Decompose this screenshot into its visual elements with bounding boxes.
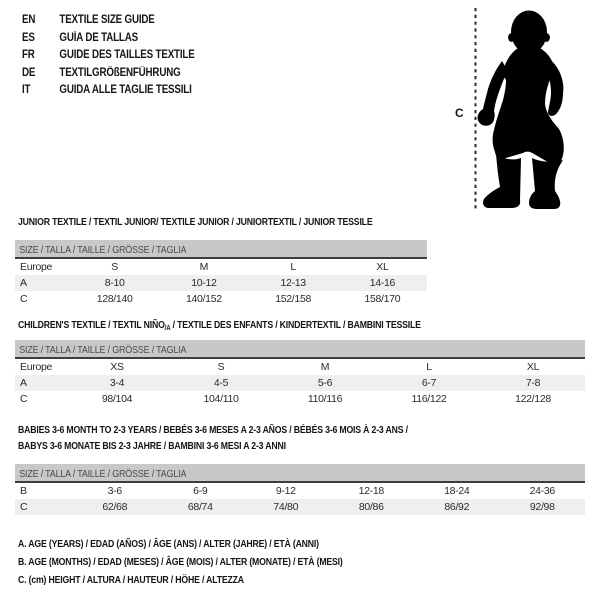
table-cell: 74/80 [273, 501, 299, 513]
row-label: C [20, 393, 28, 405]
table-cell: 3-4 [109, 377, 125, 389]
table-cell: 86/92 [444, 501, 470, 513]
table-cell: 80/86 [358, 501, 384, 513]
table-cell: 98/104 [101, 393, 133, 405]
table-header-band [15, 240, 427, 257]
lang-row-fr [22, 47, 195, 65]
table-cell: L [426, 361, 432, 373]
table-cell: 152/158 [275, 293, 312, 305]
table-row [15, 291, 427, 307]
table-row [15, 275, 427, 291]
table-header-label: SIZE / TALLA / TAILLE / GRÖSSE / TAGLIA [19, 244, 187, 256]
heading-subscript: /A [164, 325, 171, 332]
table-row [15, 499, 585, 515]
table-cell: 12-13 [280, 277, 306, 289]
lang-code: ES [22, 31, 35, 44]
lang-code: FR [22, 49, 35, 61]
lang-row-es [22, 30, 195, 48]
table-row [15, 483, 585, 499]
children-size-table [15, 340, 585, 407]
table-cell: 5-6 [317, 377, 333, 389]
table-cell: 140/152 [185, 293, 222, 305]
row-label: B [20, 485, 27, 497]
toddler-silhouette [450, 0, 600, 215]
lang-title: GUIDE DES TAILLES TEXTILE [59, 49, 195, 61]
children-section-heading [18, 320, 421, 333]
heading-text: CHILDREN'S TEXTILE / TEXTIL NIÑO [18, 320, 165, 331]
table-row [15, 259, 427, 275]
table-row [15, 391, 585, 407]
footnote-c: C. (cm) HEIGHT / ALTURA / HAUTEUR / HÖHE / ALTEZZA [18, 575, 244, 587]
table-header-band [15, 340, 585, 357]
lang-row-en [22, 12, 195, 30]
table-cell: L [290, 261, 296, 273]
language-title-block [22, 12, 225, 100]
table-header-label: SIZE / TALLA / TAILLE / GRÖSSE / TAGLIA [19, 344, 187, 356]
table-cell: 14-16 [369, 277, 396, 289]
table-cell: 3-6 [107, 485, 122, 497]
lang-code: IT [22, 84, 31, 96]
height-label-c: C [455, 106, 464, 120]
babies-size-table [15, 464, 585, 515]
row-label: C [20, 501, 28, 513]
table-cell: 110/116 [307, 393, 343, 405]
table-cell: 62/68 [102, 501, 128, 513]
junior-section-heading: JUNIOR TEXTILE / TEXTIL JUNIOR/ TEXTILE JUNIOR / JUNIORTEXTIL / JUNIOR TESSILE [18, 217, 373, 228]
table-cell: XS [110, 361, 124, 373]
table-cell: 116/122 [411, 393, 447, 405]
table-cell: 6-7 [421, 377, 437, 389]
table-row [15, 359, 585, 375]
footnote-b: B. AGE (MONTHS) / EDAD (MESES) / ÂGE (MOIS) / ALTER (MONATE) / ETÀ (MESI) [18, 557, 343, 569]
table-cell: 10-12 [191, 277, 217, 289]
row-label: A [20, 377, 27, 389]
table-cell: M [320, 361, 330, 373]
table-cell: 4-5 [213, 377, 229, 389]
table-cell: M [199, 261, 209, 273]
table-cell: 9-12 [275, 485, 296, 497]
table-cell: 6-9 [193, 485, 208, 497]
table-cell: 92/98 [529, 501, 555, 513]
table-cell: 68/74 [187, 501, 213, 513]
table-cell: 158/170 [364, 293, 401, 305]
toddler-body [478, 11, 564, 210]
table-cell: XL [526, 361, 540, 373]
table-cell: S [217, 361, 225, 373]
table-cell: 18-24 [444, 485, 470, 497]
lang-title: GUÍA DE TALLAS [59, 31, 138, 44]
babies-section-heading-line1: BABIES 3-6 MONTH TO 2-3 YEARS / BEBÉS 3-6 MESES A 2-3 AÑOS / BÉBÉS 3-6 MOIS À 2-3 ANS / [18, 425, 408, 436]
footnotes-block [18, 536, 391, 591]
table-cell: 7-8 [525, 377, 541, 389]
table-cell: XL [376, 261, 389, 273]
table-row [15, 375, 585, 391]
babies-section-heading-line2: BABYS 3-6 MONATE BIS 2-3 JAHRE / BAMBINI 3-6 MESI A 2-3 ANNI [18, 441, 286, 452]
row-label: A [20, 277, 27, 289]
lang-title: TEXTILE SIZE GUIDE [59, 14, 155, 26]
table-cell: S [111, 261, 118, 273]
lang-code: EN [22, 14, 36, 26]
lang-title: TEXTILGRÖßENFÜHRUNG [59, 66, 181, 79]
lang-row-de [22, 65, 195, 83]
row-label: Europe [20, 361, 53, 373]
heading-text: / TEXTILE DES ENFANTS / KINDERTEXTIL / BAMBINI TESSILE [170, 320, 421, 331]
lang-row-it [22, 82, 195, 100]
table-cell: 12-18 [358, 485, 384, 497]
row-label: Europe [20, 261, 53, 273]
lang-code: DE [22, 66, 36, 79]
table-header-band [15, 464, 585, 481]
table-cell: 8-10 [104, 277, 125, 289]
row-label: C [20, 293, 28, 305]
junior-size-table [15, 240, 427, 307]
table-cell: 24-36 [529, 485, 555, 497]
lang-title: GUIDA ALLE TAGLIE TESSILI [59, 84, 192, 96]
table-header-label: SIZE / TALLA / TAILLE / GRÖSSE / TAGLIA [19, 468, 187, 480]
table-cell: 122/128 [515, 393, 551, 405]
table-cell: 128/140 [96, 293, 133, 305]
footnote-a: A. AGE (YEARS) / EDAD (AÑOS) / ÂGE (ANS) / ALTER (JAHRE) / ETÀ (ANNI) [18, 539, 319, 550]
table-cell: 104/110 [203, 393, 239, 405]
